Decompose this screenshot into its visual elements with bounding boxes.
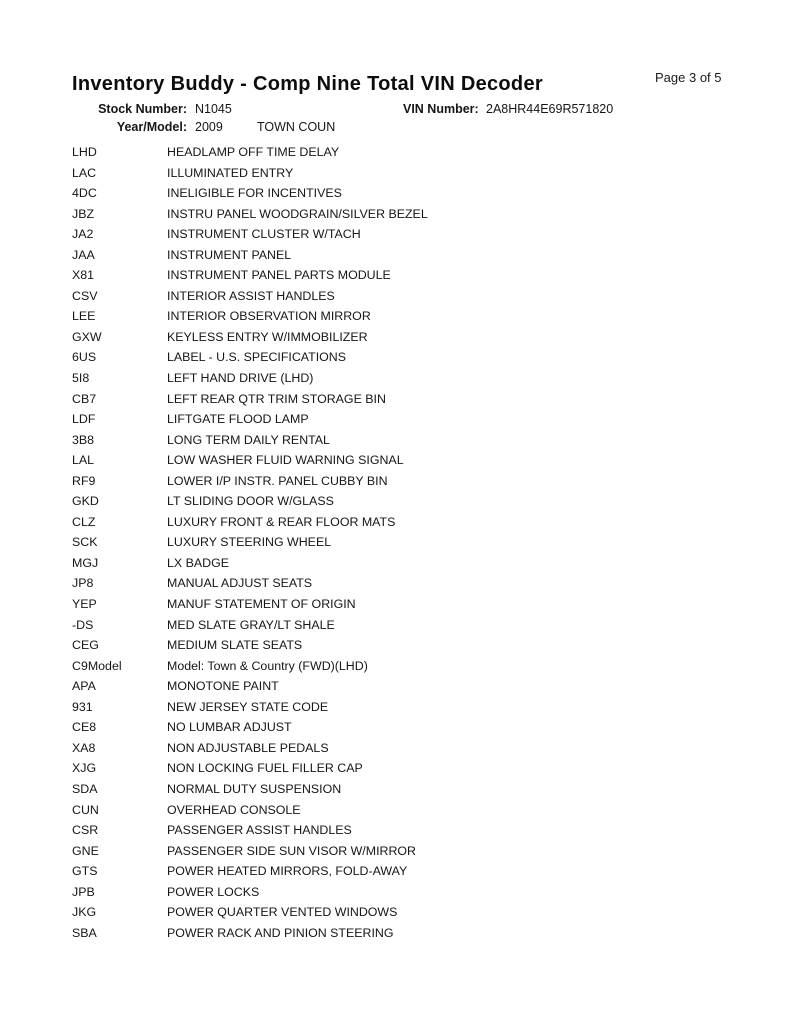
option-code: LAC [72, 165, 97, 180]
stock-number-value: N1045 [195, 102, 232, 116]
option-code: YEP [72, 597, 97, 612]
option-code: CE8 [72, 720, 97, 735]
option-description: INTERIOR ASSIST HANDLES [167, 288, 335, 303]
option-row [0, 512, 800, 533]
option-row [0, 327, 800, 348]
option-code: SBA [72, 925, 97, 940]
option-code: CB7 [72, 391, 97, 406]
option-code: 6US [72, 350, 97, 365]
option-description: POWER LOCKS [167, 884, 260, 899]
option-description: LABEL - U.S. SPECIFICATIONS [167, 350, 347, 365]
option-description: LONG TERM DAILY RENTAL [167, 432, 330, 447]
option-description: KEYLESS ENTRY W/IMMOBILIZER [167, 329, 368, 344]
option-code: 5I8 [72, 371, 90, 386]
option-description: HEADLAMP OFF TIME DELAY [167, 145, 340, 159]
option-description: INELIGIBLE FOR INCENTIVES [167, 186, 342, 201]
option-description: LOW WASHER FLUID WARNING SIGNAL [167, 453, 404, 468]
option-row [0, 553, 800, 574]
option-row [0, 286, 800, 307]
option-description: PASSENGER SIDE SUN VISOR W/MIRROR [167, 843, 416, 858]
option-row [0, 861, 800, 882]
option-row [0, 820, 800, 841]
options-list [0, 142, 800, 943]
option-description: NEW JERSEY STATE CODE [167, 699, 329, 714]
option-description: Model: Town & Country (FWD)(LHD) [167, 658, 368, 673]
option-row [0, 368, 800, 389]
page-number: Page 3 of 5 [655, 70, 722, 85]
option-code: GXW [72, 329, 102, 344]
option-code: X81 [72, 268, 95, 283]
option-code: CSV [72, 288, 98, 303]
option-code: JPB [72, 884, 95, 899]
option-description: MONOTONE PAINT [167, 679, 279, 694]
option-code: -DS [72, 617, 94, 632]
option-code: SCK [72, 535, 98, 550]
option-row [0, 779, 800, 800]
option-code: LHD [72, 145, 97, 159]
option-row [0, 265, 800, 286]
year-model-label: Year/Model: [116, 119, 187, 134]
option-description: OVERHEAD CONSOLE [167, 802, 301, 817]
option-row [0, 491, 800, 512]
option-description: INSTRU PANEL WOODGRAIN/SILVER BEZEL [167, 206, 428, 221]
option-code: JKG [72, 905, 97, 920]
option-description: POWER RACK AND PINION STEERING [167, 925, 394, 940]
vin-number-label: VIN Number: [403, 102, 479, 116]
option-description: INSTRUMENT CLUSTER W/TACH [167, 227, 361, 242]
stock-number-label: Stock Number: [98, 102, 187, 116]
option-description: LT SLIDING DOOR W/GLASS [167, 494, 334, 509]
option-code: JBZ [72, 206, 95, 221]
option-row [0, 800, 800, 821]
option-code: C9Model [72, 658, 122, 673]
option-code: CLZ [72, 514, 96, 529]
option-description: NON LOCKING FUEL FILLER CAP [167, 761, 363, 776]
option-code: XJG [72, 761, 97, 776]
option-row [0, 656, 800, 677]
option-row [0, 738, 800, 759]
option-row [0, 532, 800, 553]
option-description: POWER QUARTER VENTED WINDOWS [167, 905, 398, 920]
option-description: MEDIUM SLATE SEATS [167, 638, 303, 653]
option-row [0, 717, 800, 738]
option-row [0, 163, 800, 184]
option-row [0, 409, 800, 430]
option-code: LAL [72, 453, 95, 468]
option-row [0, 430, 800, 451]
option-code: CSR [72, 823, 99, 838]
option-description: INTERIOR OBSERVATION MIRROR [167, 309, 371, 324]
option-description: INSTRUMENT PANEL [167, 247, 292, 262]
option-code: CEG [72, 638, 99, 653]
option-row [0, 204, 800, 225]
option-description: POWER HEATED MIRRORS, FOLD-AWAY [167, 864, 408, 879]
option-code: LEE [72, 309, 96, 324]
option-code: 4DC [72, 186, 97, 201]
option-description: LOWER I/P INSTR. PANEL CUBBY BIN [167, 473, 388, 488]
option-row [0, 841, 800, 862]
option-row [0, 635, 800, 656]
vin-number-value: 2A8HR44E69R571820 [486, 102, 614, 116]
option-row [0, 183, 800, 204]
model-value: TOWN COUN [257, 119, 336, 134]
option-row [0, 245, 800, 266]
option-row [0, 902, 800, 923]
option-code: JP8 [72, 576, 94, 591]
option-code: JA2 [72, 227, 94, 242]
option-row [0, 882, 800, 903]
option-description: LUXURY FRONT & REAR FLOOR MATS [167, 514, 396, 529]
option-row [0, 450, 800, 471]
option-row [0, 389, 800, 410]
option-code: LDF [72, 412, 96, 427]
option-row [0, 758, 800, 779]
option-code: CUN [72, 802, 99, 817]
option-description: MED SLATE GRAY/LT SHALE [167, 617, 335, 632]
option-row [0, 697, 800, 718]
option-row [0, 573, 800, 594]
option-description: LEFT REAR QTR TRIM STORAGE BIN [167, 391, 386, 406]
option-description: MANUAL ADJUST SEATS [167, 576, 313, 591]
year-value: 2009 [195, 119, 223, 134]
option-code: JAA [72, 247, 95, 262]
option-row [0, 347, 800, 368]
option-row [0, 142, 800, 163]
option-description: NORMAL DUTY SUSPENSION [167, 781, 342, 796]
option-description: NO LUMBAR ADJUST [167, 720, 292, 735]
option-row [0, 615, 800, 636]
option-description: PASSENGER ASSIST HANDLES [167, 823, 352, 838]
option-code: GTS [72, 864, 98, 879]
option-description: NON ADJUSTABLE PEDALS [167, 740, 329, 755]
option-code: XA8 [72, 740, 96, 755]
option-row [0, 224, 800, 245]
option-description: ILLUMINATED ENTRY [167, 165, 294, 180]
option-row [0, 306, 800, 327]
option-description: LEFT HAND DRIVE (LHD) [167, 371, 314, 386]
option-row [0, 923, 800, 944]
option-description: MANUF STATEMENT OF ORIGIN [167, 597, 356, 612]
option-description: INSTRUMENT PANEL PARTS MODULE [167, 268, 391, 283]
option-code: APA [72, 679, 96, 694]
option-code: GNE [72, 843, 99, 858]
option-code: 931 [72, 699, 93, 714]
option-description: LUXURY STEERING WHEEL [167, 535, 332, 550]
option-description: LX BADGE [167, 555, 229, 570]
option-code: SDA [72, 781, 98, 796]
option-row [0, 676, 800, 697]
option-row [0, 471, 800, 492]
option-code: GKD [72, 494, 99, 509]
option-code: MGJ [72, 555, 99, 570]
option-code: 3B8 [72, 432, 95, 447]
option-row [0, 594, 800, 615]
option-description: LIFTGATE FLOOD LAMP [167, 412, 309, 427]
page-title: Inventory Buddy - Comp Nine Total VIN Decoder [72, 73, 543, 95]
option-code: RF9 [72, 473, 96, 488]
